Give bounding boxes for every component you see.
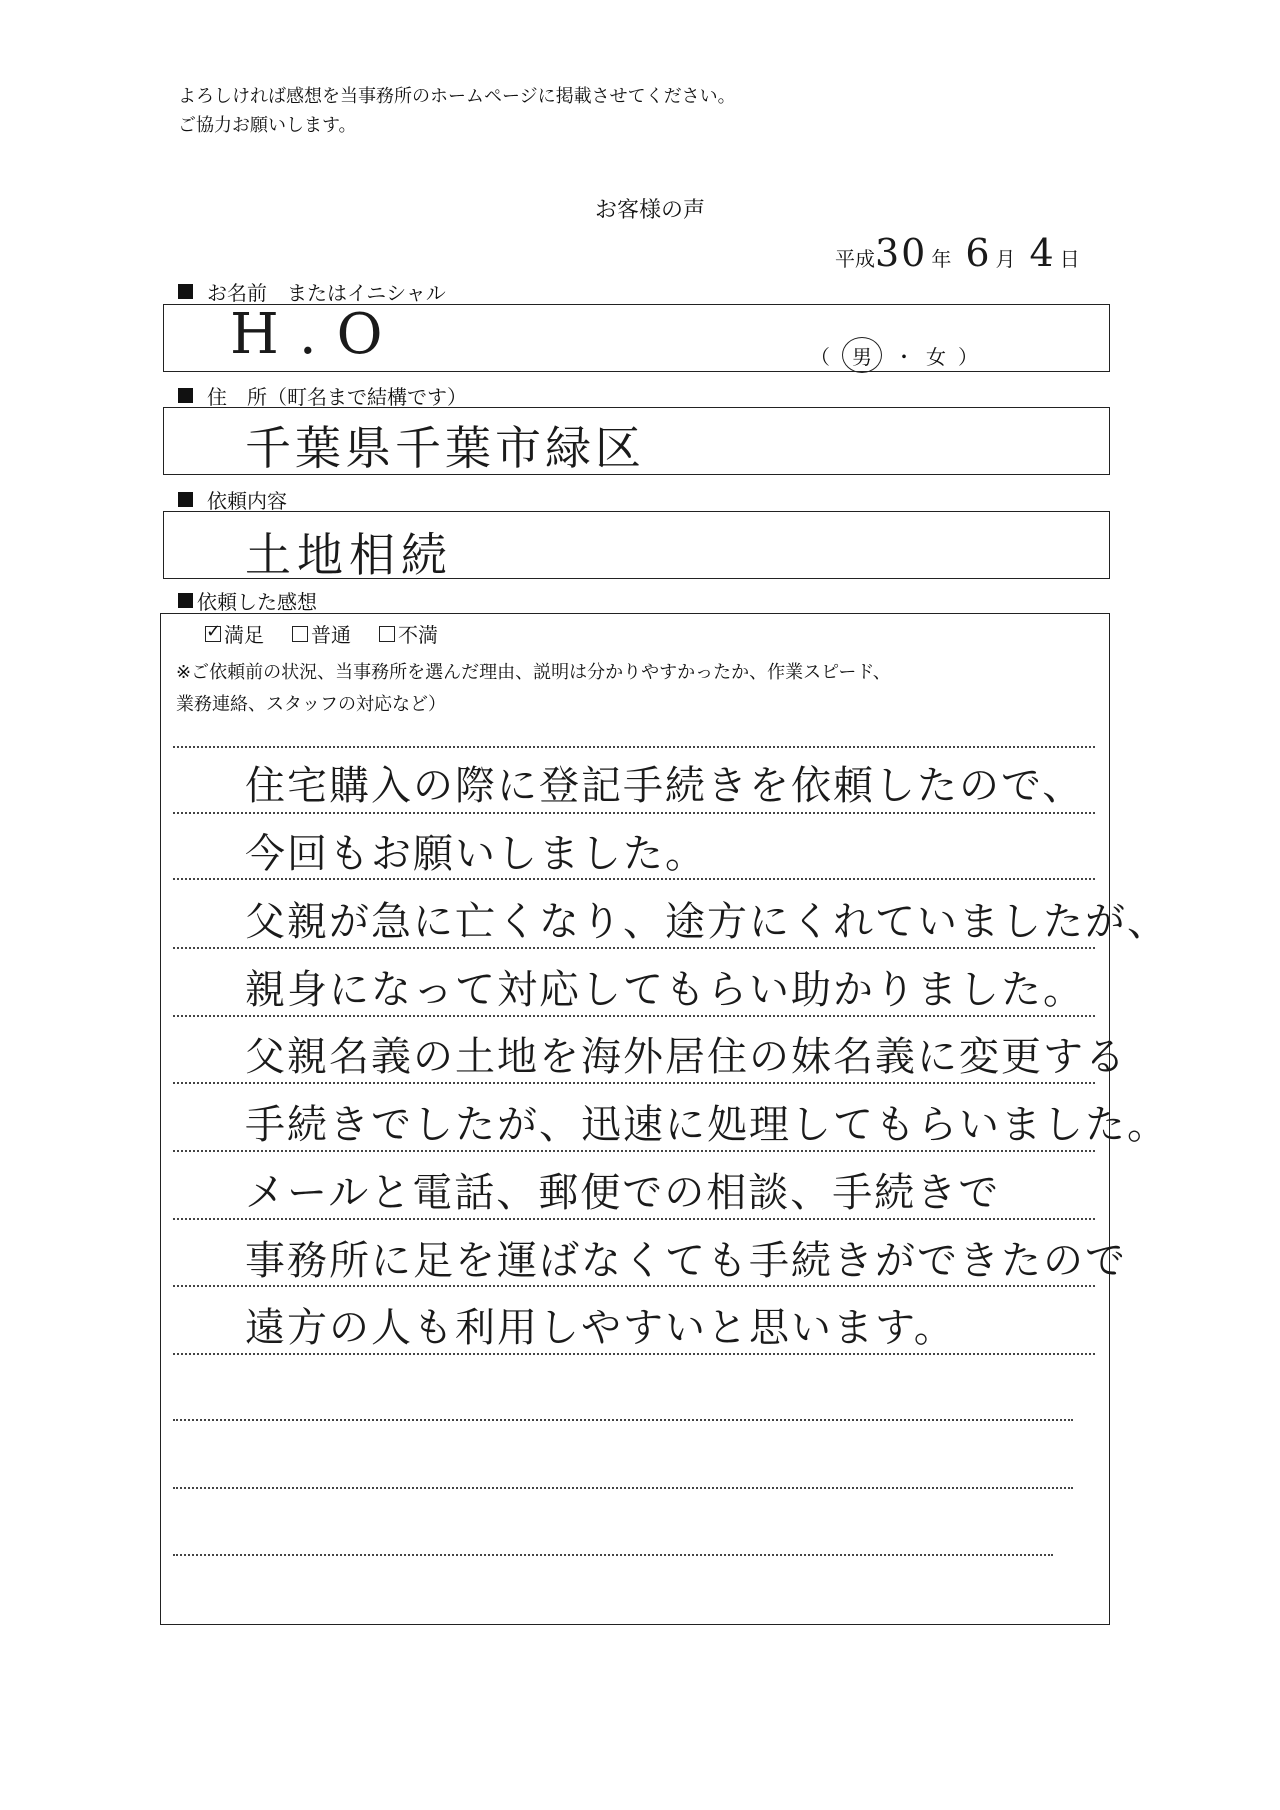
ruled-line	[173, 812, 1095, 814]
ruled-line	[173, 1353, 1095, 1355]
address-section-label	[178, 381, 467, 410]
instruction-note-line-1: ※ご依頼前の状況、当事務所を選んだ理由、説明は分かりやすかったか、作業スピード、	[176, 662, 891, 683]
intro-line-2: ご協力お願いします。	[178, 115, 357, 136]
ruled-line	[173, 1150, 1095, 1152]
date-field	[835, 231, 1080, 275]
option-dissatisfied[interactable]	[379, 619, 438, 648]
address-value: 千葉県千葉市緑区	[245, 421, 645, 475]
square-bullet-icon	[178, 593, 193, 608]
impression-section-label	[178, 586, 317, 615]
date-day-unit: 日	[1059, 247, 1080, 271]
satisfaction-options	[205, 619, 438, 648]
ruled-line	[173, 746, 1095, 748]
gender-male-option[interactable]: 男	[842, 337, 882, 373]
request-value: 土地相続	[245, 528, 453, 582]
date-month-unit: 月	[995, 247, 1016, 271]
option-label: 満足	[224, 623, 264, 647]
comment-line: 父親が急に亡くなり、途方にくれていましたが、	[245, 899, 1169, 945]
date-era: 平成	[835, 247, 875, 271]
comment-line: 住宅購入の際に登記手続きを依頼したので、	[245, 763, 1085, 809]
gender-selector[interactable]	[810, 337, 978, 373]
ruled-line	[173, 1554, 1053, 1556]
ruled-line	[173, 1419, 1073, 1421]
page-title: お客様の声	[594, 198, 705, 223]
option-normal[interactable]	[292, 619, 351, 648]
impression-label-text: 依頼した感想	[197, 590, 317, 614]
comment-line: 今回もお願いしました。	[245, 831, 707, 877]
square-bullet-icon	[178, 388, 193, 403]
option-label: 不満	[398, 623, 438, 647]
checked-checkbox-icon[interactable]	[205, 626, 221, 642]
instruction-note-line-2: 業務連絡、スタッフの対応など）	[176, 694, 446, 715]
gender-female-option[interactable]: 女	[926, 344, 946, 369]
comment-line: 父親名義の土地を海外居住の妹名義に変更する	[245, 1034, 1127, 1080]
request-label-text: 依頼内容	[207, 489, 287, 513]
option-satisfied[interactable]	[205, 619, 264, 648]
square-bullet-icon	[178, 284, 193, 299]
intro-line-1: よろしければ感想を当事務所のホームページに掲載させてください。	[178, 86, 736, 107]
ruled-line	[173, 1218, 1095, 1220]
ruled-line	[173, 1015, 1095, 1017]
ruled-line	[173, 1082, 1095, 1084]
name-label-text: お名前 またはイニシャル	[207, 281, 446, 305]
option-label: 普通	[311, 623, 351, 647]
checkbox-icon[interactable]	[379, 626, 395, 642]
date-day: 4	[1029, 231, 1056, 275]
gender-open-paren: （	[810, 344, 830, 369]
gender-close-paren: ）	[958, 344, 978, 369]
checkbox-icon[interactable]	[292, 626, 308, 642]
comment-line: 遠方の人も利用しやすいと思います。	[245, 1305, 956, 1351]
comment-line: 手続きでしたが、迅速に処理してもらいました。	[245, 1102, 1169, 1148]
address-label-text: 住 所（町名まで結構です）	[207, 385, 467, 409]
ruled-line	[173, 1285, 1095, 1287]
ruled-line	[173, 947, 1095, 949]
comment-line: 事務所に足を運ばなくても手続きができたので	[245, 1238, 1127, 1284]
square-bullet-icon	[178, 492, 193, 507]
ruled-line	[173, 1487, 1073, 1489]
request-section-label	[178, 485, 287, 514]
name-value: H.O	[230, 302, 403, 367]
date-year-unit: 年	[931, 247, 952, 271]
date-year: 30	[875, 231, 928, 275]
date-month: 6	[965, 231, 992, 275]
gender-separator: ・	[894, 344, 914, 369]
ruled-line	[173, 878, 1095, 880]
comment-line: メールと電話、郵便での相談、手続きで	[245, 1170, 1001, 1216]
comment-line: 親身になって対応してもらい助かりました。	[245, 967, 1085, 1013]
